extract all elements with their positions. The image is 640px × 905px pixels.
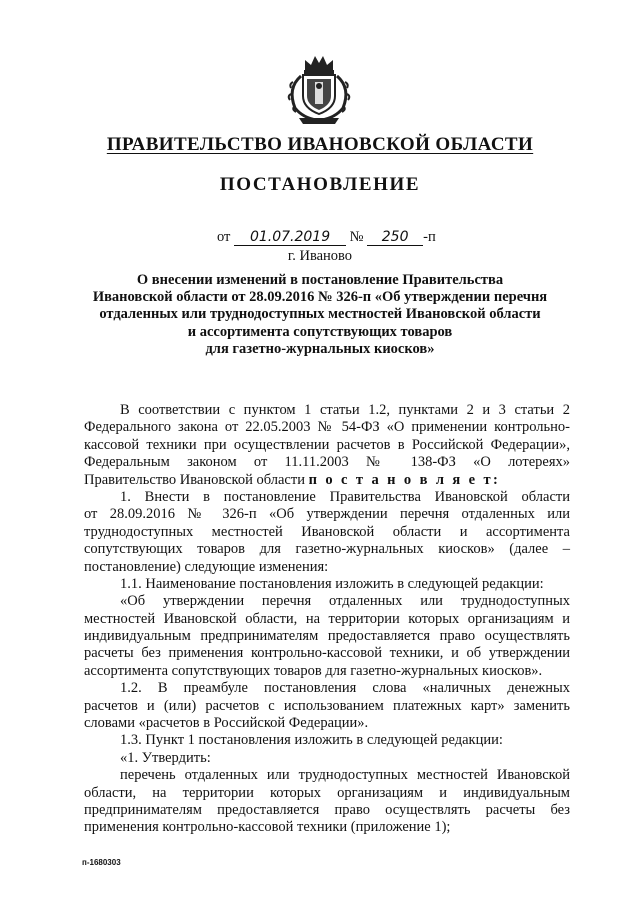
body-line: Федеральным законом от 11.11.2003 № 138-ФЗ «О лотереях» [84, 454, 570, 471]
date-number-line [217, 229, 436, 246]
body-line: труднодоступных местностей Ивановской области и ассортимента [84, 523, 570, 540]
body-line: сопутствующих товаров для газетно-журнальных киосков» (далее – [84, 541, 570, 558]
date-prefix: от [217, 229, 231, 245]
body-line: кассовой техники при осуществлении расчетов в Российской Федерации», [84, 436, 570, 453]
body-line: расчетов и (или) расчетов с использованием платежных карт» заменить [84, 697, 570, 714]
body-line: от 28.09.2016 № 326-п «Об утверждении перечня отдаленных или [84, 506, 570, 523]
body-line-text: Правительство Ивановской области [84, 471, 305, 488]
body-line: постановление) следующие изменения: [84, 558, 329, 575]
document-body [84, 402, 570, 837]
coat-of-arms-icon [281, 52, 357, 128]
body-line: ассортимента сопутствующих товаров для газетно-журнальных киосков». [84, 662, 543, 679]
heading-line: Ивановской области от 28.09.2016 № 326-п «Об утверждении перечня [92, 289, 548, 306]
document-type: ПОСТАНОВЛЕНИЕ [219, 174, 421, 195]
body-line: расчеты без применения контрольно-кассовой техники, и об утверждении [84, 645, 570, 662]
city: г. Иваново [287, 248, 353, 264]
body-line: 1.2. В преамбуле постановления слова «наличных денежных [120, 680, 570, 697]
body-line [84, 472, 570, 489]
heading-line: О внесении изменений в постановление Правительства [136, 272, 504, 288]
body-line: 1. Внести в постановление Правительства Ивановской области [120, 488, 570, 505]
body-line: 1.3. Пункт 1 постановления изложить в следующей редакции: [120, 732, 503, 749]
document-code: п-1680303 [82, 858, 121, 867]
body-line: местностей Ивановской области, на территории которых организациям и [84, 610, 570, 627]
number-suffix: -п [423, 229, 436, 245]
body-line: Федерального закона от 22.05.2003 № 54-ФЗ «О применении контрольно- [84, 419, 570, 436]
document-date: 01.07.2019 [234, 229, 346, 246]
body-line: «1. Утвердить: [120, 749, 211, 766]
body-line: «Об утверждении перечня отдаленных или труднодоступных [120, 593, 570, 610]
body-line: В соответствии с пунктом 1 статьи 1.2, пунктами 2 и 3 статьи 2 [120, 402, 570, 418]
document-number: 250 [367, 229, 423, 246]
body-line: применения контрольно-кассовой техники (приложение 1); [84, 819, 451, 836]
number-prefix: № [349, 229, 364, 245]
body-line: словами «расчетов в Российской Федерации». [84, 715, 369, 732]
body-line: перечень отдаленных или труднодоступных местностей Ивановской [120, 767, 570, 784]
body-line: 1.1. Наименование постановления изложить в следующей редакции: [120, 575, 544, 592]
heading-line: отдаленных или труднодоступных местностей Ивановской области [99, 306, 541, 323]
resolution-word: п о с т а н о в л я е т: [308, 471, 501, 488]
body-line: предпринимателям предоставляется право осуществлять расчеты без [84, 801, 570, 818]
body-line: индивидуальным предпринимателям предоставляется право осуществлять [84, 628, 570, 645]
government-title: ПРАВИТЕЛЬСТВО ИВАНОВСКОЙ ОБЛАСТИ [106, 134, 534, 155]
document-heading [70, 272, 570, 358]
body-line: области, на территории которых организациям и индивидуальным [84, 784, 570, 801]
heading-line: и ассортимента сопутствующих товаров [187, 323, 453, 340]
heading-line: для газетно-журнальных киосков» [205, 340, 435, 357]
